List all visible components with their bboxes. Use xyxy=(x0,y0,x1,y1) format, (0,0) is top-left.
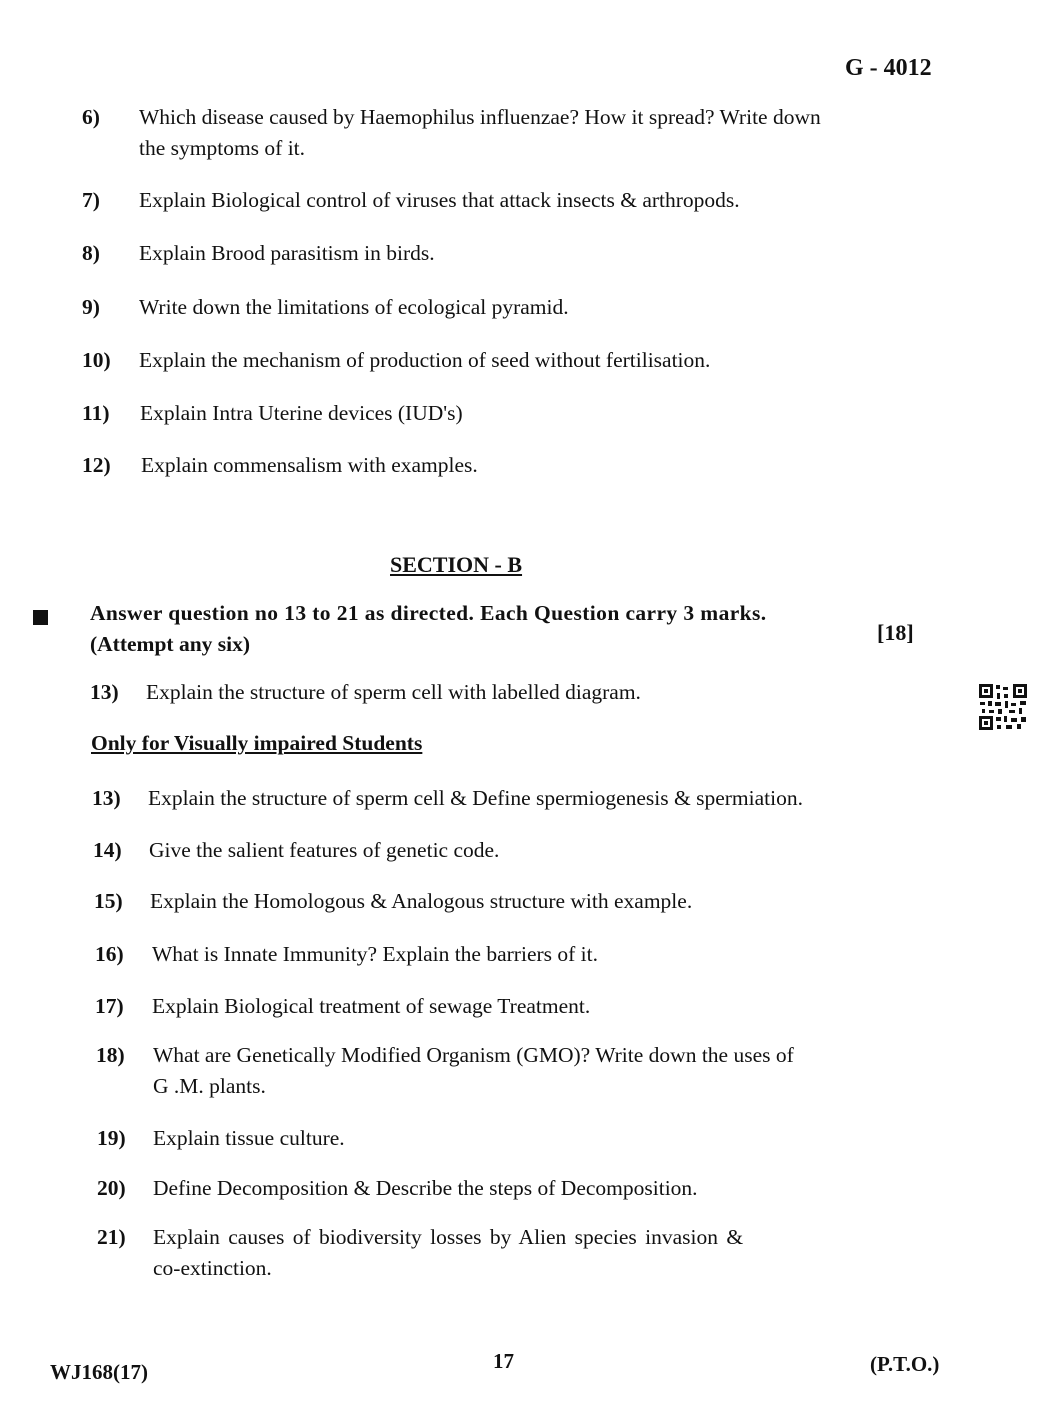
section-b-instruction xyxy=(90,598,890,660)
question-text-line: Explain the structure of sperm cell with labelled diagram. xyxy=(146,680,641,704)
question-17 xyxy=(95,991,915,1022)
question-11 xyxy=(82,398,902,429)
question-20 xyxy=(97,1173,917,1204)
question-text-line: Explain tissue culture. xyxy=(153,1126,345,1150)
question-14 xyxy=(93,835,913,866)
question-7 xyxy=(82,185,902,216)
question-text-line: Define Decomposition & Describe the steps of Decomposition. xyxy=(153,1176,698,1200)
question-8 xyxy=(82,238,902,269)
question-9 xyxy=(82,292,902,323)
question-number: 6) xyxy=(82,105,100,129)
instruction-line: (Attempt any six) xyxy=(90,632,251,656)
question-number: 8) xyxy=(82,241,100,265)
question-number: 10) xyxy=(82,348,111,372)
question-text-line: Explain Biological control of viruses that attack insects & arthropods. xyxy=(139,188,740,212)
question-number: 21) xyxy=(97,1225,126,1249)
question-text-line: co-extinction. xyxy=(153,1256,272,1280)
question-12 xyxy=(82,450,902,481)
question-10 xyxy=(82,345,902,376)
question-number: 16) xyxy=(95,942,124,966)
question-text-line: Explain Biological treatment of sewage Treatment. xyxy=(152,994,591,1018)
question-number: 7) xyxy=(82,188,100,212)
question-number: 14) xyxy=(93,838,122,862)
question-6 xyxy=(82,102,902,164)
paper-code: G - 4012 xyxy=(845,55,932,81)
question-21 xyxy=(97,1222,917,1284)
question-number: 17) xyxy=(95,994,124,1018)
question-number: 11) xyxy=(82,401,110,425)
question-text-line: Explain Brood parasitism in birds. xyxy=(139,241,435,265)
qr-code-icon xyxy=(979,684,1027,730)
question-16 xyxy=(95,939,915,970)
visually-impaired-heading: Only for Visually impaired Students xyxy=(91,731,423,755)
question-number: 13) xyxy=(92,786,121,810)
question-number: 18) xyxy=(96,1043,125,1067)
question-text-line: Which disease caused by Haemophilus influenzae? How it spread? Write down xyxy=(139,105,821,129)
pto-label: (P.T.O.) xyxy=(870,1352,940,1376)
page-number: 17 xyxy=(493,1349,514,1373)
square-bullet-icon xyxy=(33,610,48,625)
question-text-line: What are Genetically Modified Organism (GMO)? Write down the uses of xyxy=(153,1043,794,1067)
question-text-line: Give the salient features of genetic code. xyxy=(149,838,500,862)
question-text-line: Explain Intra Uterine devices (IUD's) xyxy=(140,401,463,425)
question-number: 19) xyxy=(97,1126,126,1150)
question-15 xyxy=(94,886,914,917)
question-number: 9) xyxy=(82,295,100,319)
question-text-line: Write down the limitations of ecological pyramid. xyxy=(139,295,569,319)
question-number: 12) xyxy=(82,453,111,477)
question-number: 15) xyxy=(94,889,123,913)
question-13 xyxy=(92,783,912,814)
footer-code: WJ168(17) xyxy=(50,1360,148,1384)
question-text-line: What is Innate Immunity? Explain the barriers of it. xyxy=(152,942,598,966)
question-text-line: Explain the mechanism of production of seed without fertilisation. xyxy=(139,348,711,372)
section-b-marks: [18] xyxy=(877,620,914,645)
question-18 xyxy=(96,1040,916,1102)
question-19 xyxy=(97,1123,917,1154)
question-text-line: the symptoms of it. xyxy=(139,136,306,160)
question-text-line: Explain the Homologous & Analogous structure with example. xyxy=(150,889,693,913)
instruction-line: Answer question no 13 to 21 as directed. Each Question carry 3 marks. xyxy=(90,601,767,625)
question-number: 20) xyxy=(97,1176,126,1200)
question-number: 13) xyxy=(90,680,119,704)
question-text-line: Explain causes of biodiversity losses by Alien species invasion & xyxy=(153,1225,744,1249)
question-text-line: Explain the structure of sperm cell & Define spermiogenesis & spermiation. xyxy=(148,786,803,810)
question-text-line: Explain commensalism with examples. xyxy=(141,453,478,477)
section-b-title: SECTION - B xyxy=(390,552,523,577)
question-13-diagram xyxy=(90,677,890,708)
question-text-line: G .M. plants. xyxy=(153,1074,266,1098)
